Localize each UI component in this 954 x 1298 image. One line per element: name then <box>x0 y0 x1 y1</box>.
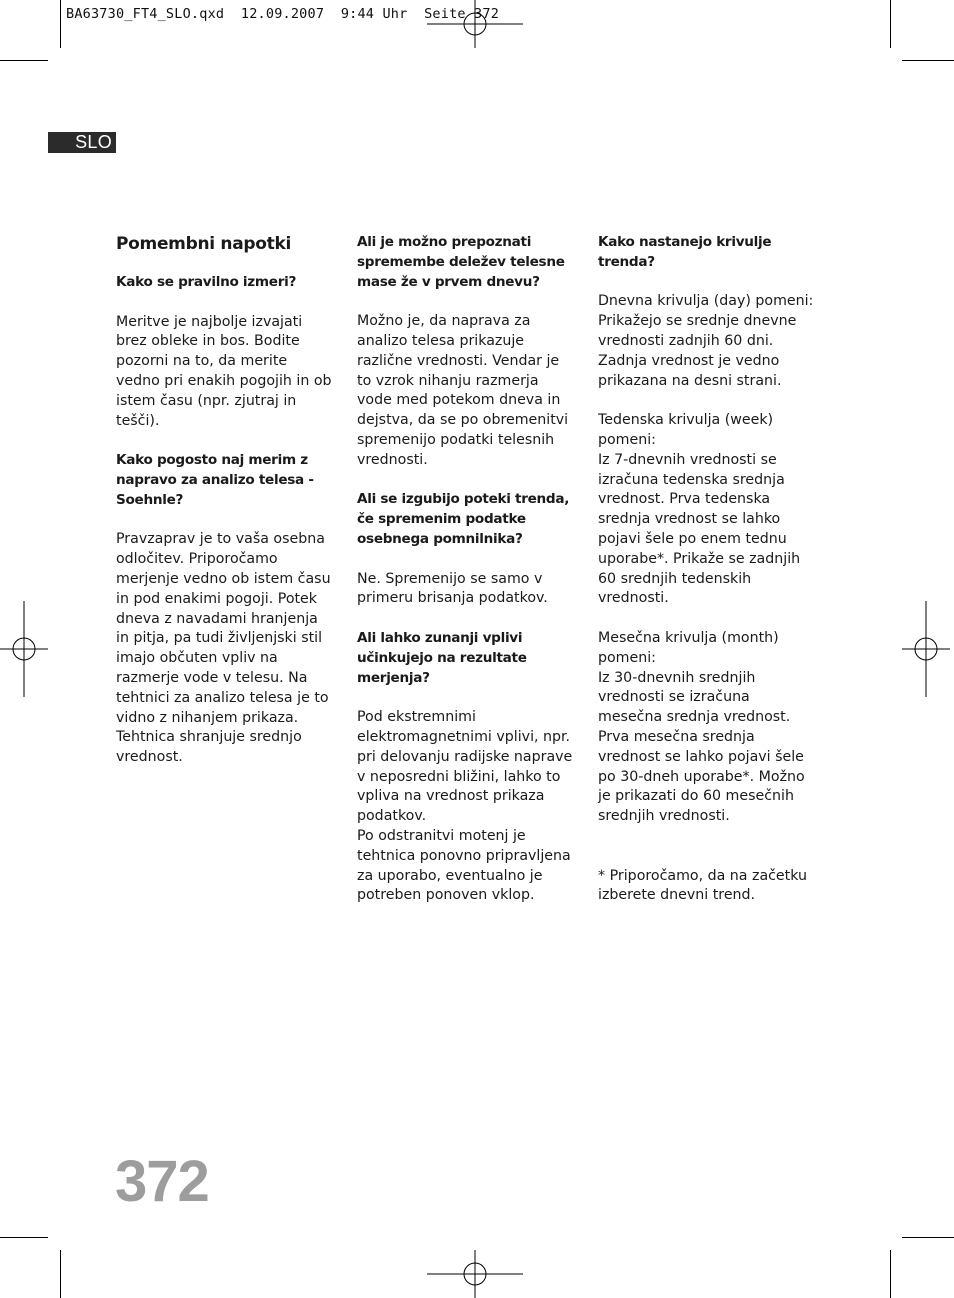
question-first-day-changes: Ali je možno prepoznati spremembe deležev telesne mase že v prvem dnevu? <box>357 234 565 290</box>
column-2 <box>357 233 573 906</box>
registration-mark-right <box>902 601 950 697</box>
question-measure-correctly: Kako se pravilno izmeri? <box>116 274 297 290</box>
answer-external-influences: Pod ekstremnimi elektromagnetnimi vplivi, npr. pri delovanju radijske naprave v neposredni bližini, lahko to vpliva na vrednost prikaza podatkov. <box>357 709 573 825</box>
week-curve-title: Tedenska krivulja (week) pomeni: <box>598 412 774 448</box>
month-curve-title: Mesečna krivulja (month) pomeni: <box>598 629 779 666</box>
answer-trend-loss: Ne. Spremenijo se samo v primeru brisanja podatkov. <box>357 570 548 607</box>
crop-mark-bottom-right-horizontal <box>902 1237 954 1238</box>
section-heading: Pomembni napotki <box>116 234 291 254</box>
crop-mark-bottom-left-horizontal <box>0 1237 48 1238</box>
week-curve-text: Iz 7-dnevnih vrednosti se izračuna tedenska srednja vrednost. Prva tedenska srednja vrednost se lahko pojavi šele po enem tednu uporabe*. Prikaže se zadnjih 60 srednjih tedenskih vrednosti. <box>598 451 801 607</box>
language-tab: SLO <box>48 132 116 153</box>
page-number: 372 <box>115 1149 209 1214</box>
column-1 <box>116 233 332 768</box>
crop-mark-top-left-horizontal <box>0 60 48 61</box>
crop-mark-bottom-left-vertical <box>60 1250 61 1298</box>
registration-mark-top <box>427 0 523 48</box>
question-trend-curves: Kako nastanejo krivulje trenda? <box>598 234 772 270</box>
question-trend-loss: Ali se izgubijo poteki trenda, če spremenim podatke osebnega pomnilnika? <box>357 491 570 547</box>
crop-mark-top-left-vertical <box>60 0 61 48</box>
print-slug: BA63730_FT4_SLO.qxd 12.09.2007 9:44 Uhr Seite 372 <box>66 6 500 22</box>
question-external-influences: Ali lahko zunanji vplivi učinkujejo na rezultate merjenja? <box>357 629 527 686</box>
day-curve-title: Dnevna krivulja (day) pomeni: <box>598 293 814 310</box>
registration-mark-left <box>0 601 48 697</box>
answer-external-influences-continued: Po odstranitvi motenj je tehtnica ponovno pripravljena za uporabo, eventualno je potreben ponoven vklop. <box>357 827 571 904</box>
day-curve-text: Prikažejo se srednje dnevne vrednosti zadnjih 60 dni. Zadnja vrednost je vedno prikazana na desni strani. <box>598 313 797 389</box>
footnote: * Priporočamo, da na začetku izberete dnevni trend. <box>598 867 807 904</box>
crop-mark-top-right-horizontal <box>902 60 954 61</box>
answer-measure-correctly: Meritve je najbolje izvajati brez obleke in bos. Bodite pozorni na to, da merite vedno pri enakih pogojih in ob istem času (npr. zjutraj in tešči). <box>116 313 332 429</box>
registration-mark-bottom <box>427 1250 523 1298</box>
crop-mark-top-right-vertical <box>890 0 891 48</box>
column-3 <box>598 233 814 906</box>
question-how-often: Kako pogosto naj merim z napravo za analizo telesa - Soehnle? <box>116 452 314 508</box>
month-curve-text: Iz 30-dnevnih srednjih vrednosti se izračuna mesečna srednja vrednost. Prva mesečna srednja vrednost se lahko pojavi šele po 30-dneh uporabe*. Možno je prikazati do 60 mesečnih srednjih vrednosti. <box>598 669 805 825</box>
crop-mark-bottom-right-vertical <box>890 1250 891 1298</box>
answer-how-often: Pravzaprav je to vaša osebna odločitev. Priporočamo merjenje vedno ob istem času in pod enakimi pogoji. Potek dneva z navadami hranjenja in pitja, pa tudi življenjski stil imajo občuten vpliv na razmerje vode v telesu. Na tehtnici za analizo telesa je to vidno z nihanjem prikaza. Tehtnica shranjuje srednjo vrednost. <box>116 531 331 766</box>
answer-first-day-changes: Možno je, da naprava za analizo telesa prikazuje različne vrednosti. Vendar je to vzrok nihanju razmerja vode med potekom dneva in dejstva, da se po obremenitvi spremenijo podatki telesnih vrednosti. <box>357 313 569 468</box>
